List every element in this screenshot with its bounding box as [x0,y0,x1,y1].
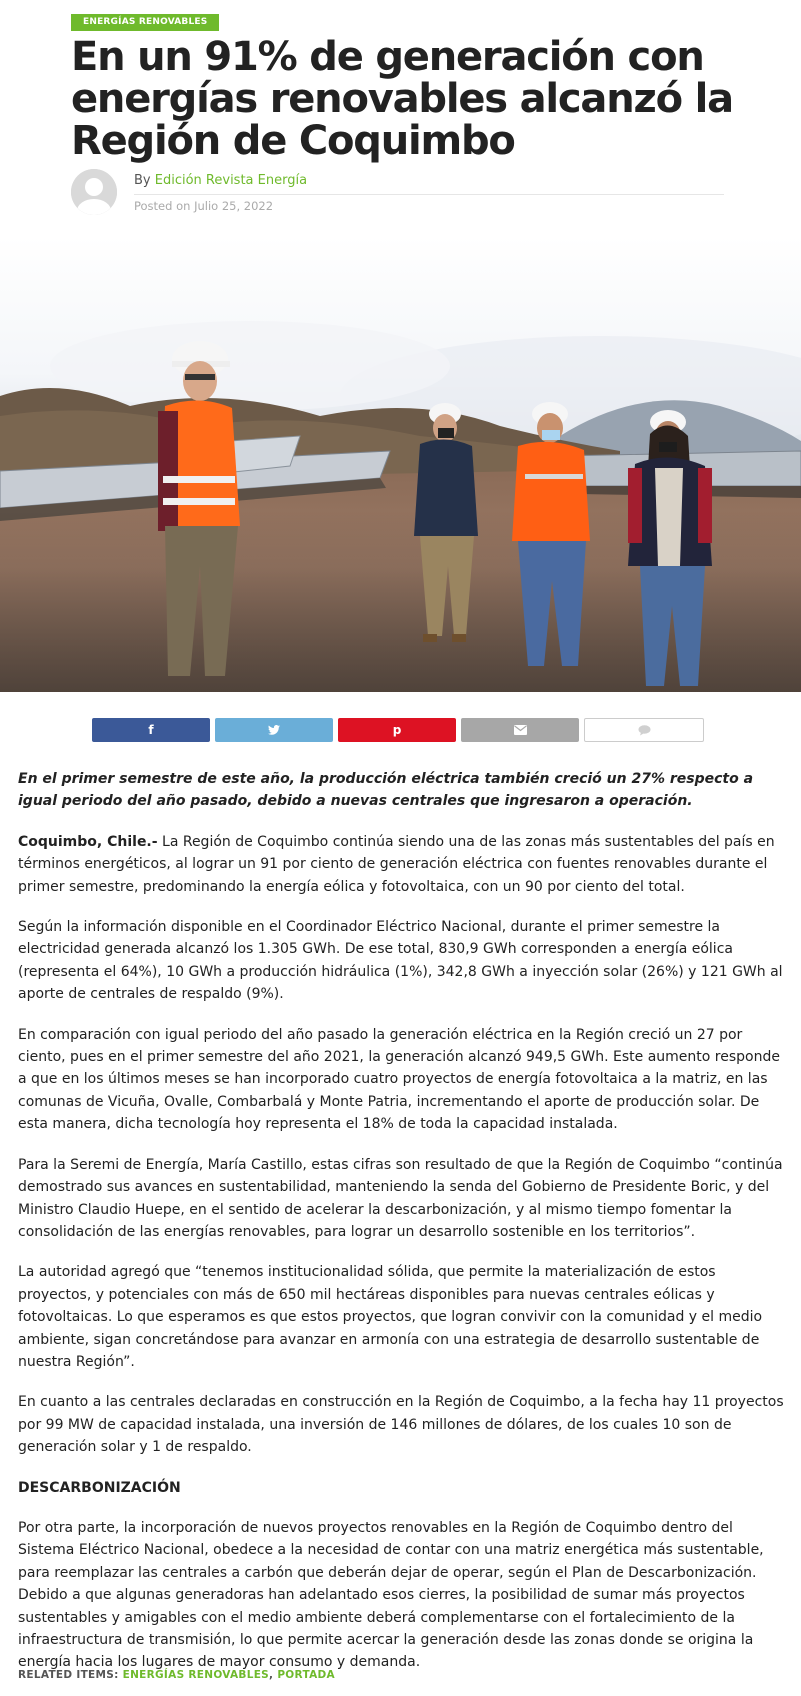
related-label: RELATED ITEMS: [18,1669,119,1681]
dateline: Coquimbo, Chile.- [18,833,158,850]
byline [134,173,307,188]
pinterest-icon: p [392,723,402,737]
paragraph-7: Por otra parte, la incorporación de nuevos proyectos renovables en la Región de Coquimbo dentro del Sistema Eléctrico Nacional, obedece a la necesidad de contar con una matriz energética más sustentable, para reemplazar las centrales a carbón que deberán dejar de operar, según el Plan de Descarbonización. Debido a que algunas generadoras han adelantado esos cierres, la posibilidad de sumar más proyectos sustentables y amigables con el medio ambiente deberá complementarse con el fortalecimiento de la infraestructura de transmisión, lo que permite acercar la generación desde las zonas donde se origina la energía hacia los lugares de mayor consumo y demanda. [18,1519,764,1671]
hero-image [0,236,801,692]
comments-button[interactable] [584,718,704,742]
share-pinterest-button[interactable] [338,718,456,742]
related-items [18,1669,335,1681]
category-badge[interactable]: ENERGÍAS RENOVABLES [71,14,219,31]
post-date: Posted on Julio 25, 2022 [134,199,274,213]
article-title: En un 91% de generación con energías renovables alcanzó la Región de Coquimbo [71,34,733,164]
share-facebook-button[interactable] [92,718,210,742]
section-heading: DESCARBONIZACIÓN [18,1479,181,1496]
paragraph-1 [18,831,788,898]
paragraph-1-text: La Región de Coquimbo continúa siendo una de las zonas más sustentables del país en términos energéticos, al lograr un 91 por ciento de generación eléctrica con fuentes renovables durante el primer semestre, predominando la energía eólica y fotovoltaica, con un 90 por ciento del total. [18,833,775,895]
twitter-icon [268,725,280,735]
related-link-portada[interactable]: PORTADA [277,1669,335,1681]
facebook-icon: f [148,723,154,737]
article-body [18,768,788,1692]
paragraph-2: Según la información disponible en el Coordinador Eléctrico Nacional, durante el primer semestre la electricidad generada alcanzó los 1.305 GWh. De ese total, 830,9 GWh corresponden a energía eólica (representa el 64%), 10 GWh a producción hidráulica (1%), 342,8 GWh a inyección solar (26%) y 121 GWh al aporte de centrales de respaldo (9%). [18,919,783,1003]
comment-bubble-icon [638,725,651,736]
paragraph-3: En comparación con igual periodo del año pasado la generación eléctrica en la Región creció un 27 por ciento, pues en el primer semestre del año 2021, la generación alcanzó 949,5 GWh. Este aumento responde a que en los últimos meses se han incorporado cuatro proyectos de energía fotovoltaica a la matriz, en las comunas de Vicuña, Ovalle, Combarbalá y Monte Patria, incrementando el aporte de producción solar. De esta manera, dicha tecnología hoy representa el 18% de toda la capacidad instalada. [18,1026,780,1133]
author-link[interactable]: Edición Revista Energía [154,173,308,188]
related-separator: , [269,1669,274,1681]
share-twitter-button[interactable] [215,718,333,742]
user-silhouette-icon [71,169,117,215]
share-email-button[interactable] [461,718,579,742]
paragraph-6: En cuanto a las centrales declaradas en construcción en la Región de Coquimbo, a la fecha hay 11 proyectos por 99 MW de capacidad instalada, una inversión de 146 millones de dólares, de los cuales 10 son de generación solar y 1 de respaldo. [18,1394,784,1456]
paragraph-5: La autoridad agregó que “tenemos institucionalidad sólida, que permite la materialización de estos proyectos, y potenciales con más de 650 mil hectáreas disponibles para nuevas centrales eólicas y fotovoltaicas. Lo que esperamos es que estos proyectos, que logran convivir con la comunidad y el medio ambiente, sigan concretándose para avanzar en armonía con una estrategia de desarrollo sustentable de nuestra Región”. [18,1264,763,1370]
byline-prefix: By [134,173,151,188]
article-lead: En el primer semestre de este año, la producción eléctrica también creció un 27% respecto a igual periodo del año pasado, debido a nuevas centrales que ingresaron a operación. [18,771,754,810]
envelope-icon [514,725,527,735]
paragraph-4: Para la Seremi de Energía, María Castillo, estas cifras son resultado de que la Región de Coquimbo “continúa demostrado sus avances en sustentabilidad, manteniendo la senda del Gobierno de Presidente Boric, y del Ministro Claudio Huepe, en el sentido de acelerar la descarbonización, y al mismo tiempo fomentar la consolidación de las energías renovables, para lograr un desarrollo sostenible en los territorios”. [18,1156,783,1240]
byline-divider [134,194,724,195]
related-link-energias-renovables[interactable]: ENERGÍAS RENOVABLES [122,1669,270,1681]
author-avatar[interactable] [71,169,117,215]
